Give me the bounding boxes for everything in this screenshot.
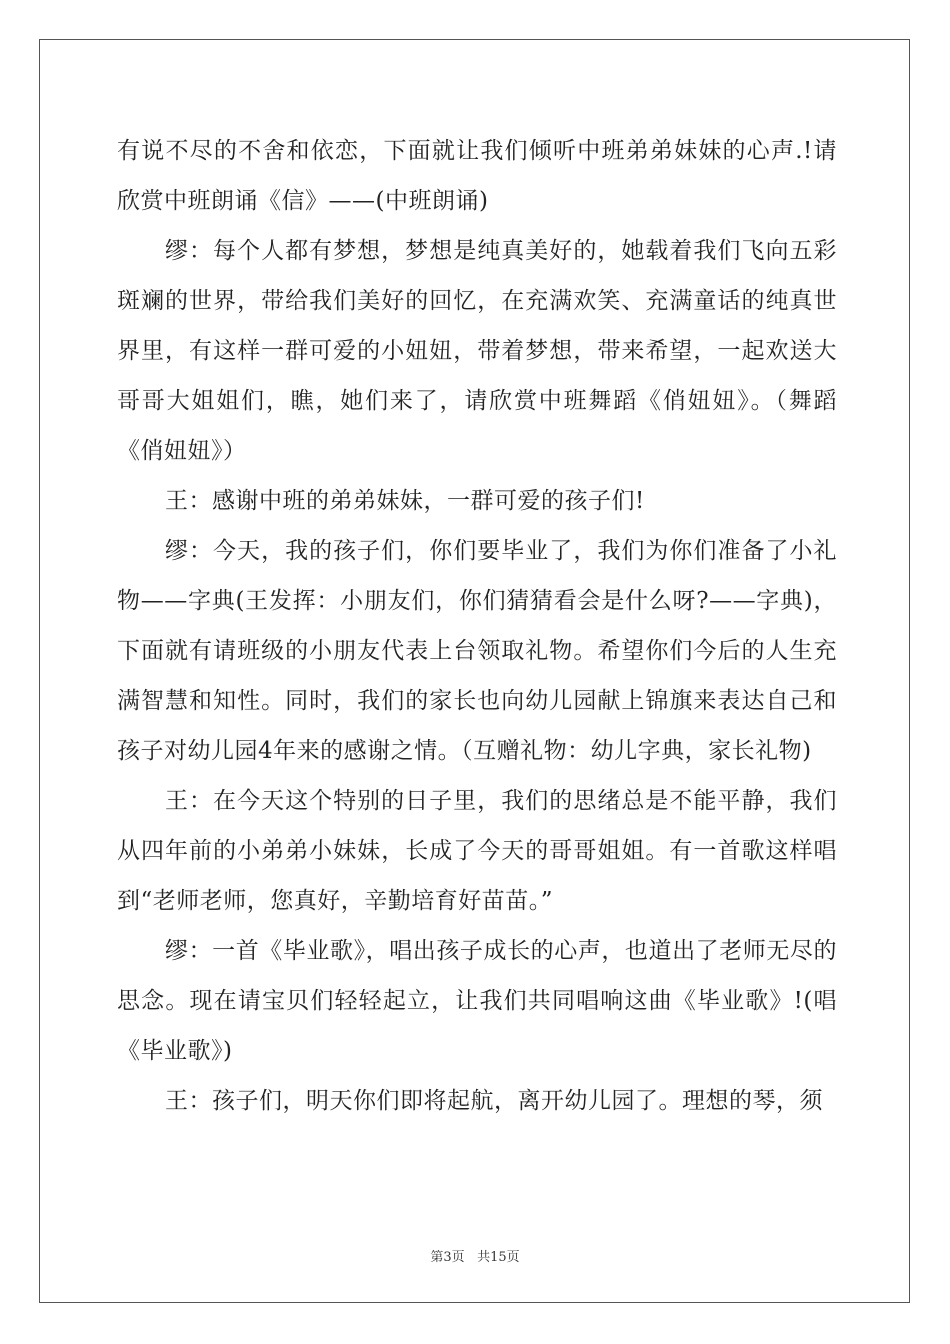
paragraph-6: 缪：一首《毕业歌》，唱出孩子成长的心声，也道出了老师无尽的思念。现在请宝贝们轻轻起立，让我们共同唱响这曲《毕业歌》!(唱《毕业歌》) — [117, 938, 837, 1064]
paragraph-4: 缪：今天，我的孩子们，你们要毕业了，我们为你们准备了小礼物——字典(王发挥：小朋友们，你们猜猜看会是什么呀?——字典)，下面就有请班级的小朋友代表上台领取礼物。希望你们今后的人生充满智慧和知性。同时，我们的家长也向幼儿园献上锦旗来表达自己和孩子对幼儿园4年来的感谢之情。（互赠礼物：幼儿字典，家长礼物) — [117, 538, 837, 764]
paragraph-7: 王：孩子们，明天你们即将起航，离开幼儿园了。理想的琴，须 — [165, 1088, 823, 1114]
page-total: 共15页 — [477, 1250, 520, 1265]
page-number: 第3页 — [430, 1250, 465, 1265]
page-footer — [0, 1246, 950, 1265]
paragraph-2: 缪：每个人都有梦想，梦想是纯真美好的，她载着我们飞向五彩斑斓的世界，带给我们美好的回忆，在充满欢笑、充满童话的纯真世界里，有这样一群可爱的小妞妞，带着梦想，带来希望，一起欢送大哥哥大姐姐们，瞧，她们来了，请欣赏中班舞蹈《俏妞妞》。（舞蹈《俏妞妞》） — [117, 238, 837, 464]
paragraph-3: 王：感谢中班的弟弟妹妹，一群可爱的孩子们! — [165, 488, 645, 514]
paragraph-1: 有说不尽的不舍和依恋，下面就让我们倾听中班弟弟妹妹的心声.!请欣赏中班朗诵《信》——(中班朗诵) — [117, 138, 837, 214]
document-body — [117, 126, 837, 1126]
paragraph-5: 王：在今天这个特别的日子里，我们的思绪总是不能平静，我们从四年前的小弟弟小妹妹，长成了今天的哥哥姐姐。有一首歌这样唱到“老师老师，您真好，辛勤培育好苗苗。” — [117, 788, 837, 914]
